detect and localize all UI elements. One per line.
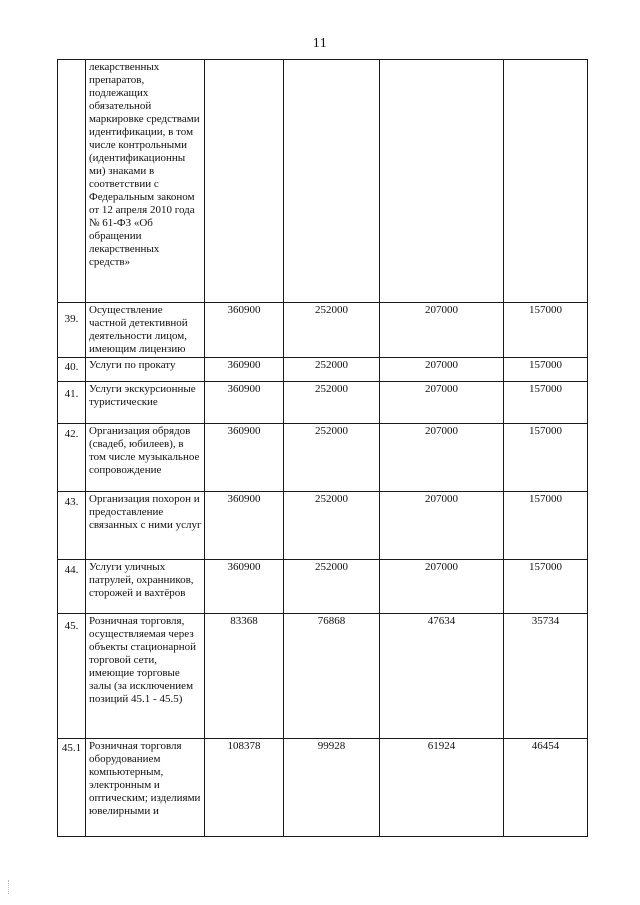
value-3: 207000 <box>425 425 458 437</box>
value-cell-1 <box>205 492 284 560</box>
row-number: 44. <box>64 564 79 576</box>
value-3: 207000 <box>425 383 458 395</box>
table-row <box>58 560 588 614</box>
table-row <box>58 739 588 837</box>
row-number-cell <box>58 303 86 358</box>
value-cell-3 <box>380 492 504 560</box>
value-4: 157000 <box>529 493 562 505</box>
value-cell-1 <box>205 358 284 382</box>
value-3: 61924 <box>427 740 456 752</box>
value-cell-4 <box>504 303 588 358</box>
value-1: 83368 <box>230 615 258 627</box>
description-cell <box>86 382 205 424</box>
value-cell-3 <box>380 60 504 303</box>
value-cell-4 <box>504 358 588 382</box>
value-cell-1 <box>205 303 284 358</box>
value-3: 47634 <box>427 615 456 627</box>
value-2: 99928 <box>317 740 346 752</box>
value-cell-3 <box>380 739 504 837</box>
value-1: 360900 <box>227 383 261 395</box>
row-number: 41. <box>64 388 79 400</box>
value-3: 207000 <box>425 304 458 316</box>
row-number <box>58 60 85 70</box>
value-1: 360900 <box>227 425 261 437</box>
value-3: 207000 <box>425 561 458 573</box>
value-2: 252000 <box>315 383 348 395</box>
value-cell-4 <box>504 424 588 492</box>
row-description: лекарственных препаратов, подлежащих обязательной маркировке средствами идентификации, в том числе контрольными (идентификационны ми) знаками в соответствии с Федеральным законом от 12 апреля 2010 года № 61-ФЗ «Об обращении лекарственных средств» <box>89 61 200 268</box>
value-1: 360900 <box>227 561 261 573</box>
scan-margin-mark <box>8 880 11 894</box>
row-description: Розничная торговля оборудованием компьютерным, электронным и оптическим; изделиями ювелирными и <box>89 740 201 817</box>
value-4: 157000 <box>529 304 562 316</box>
value-cell-3 <box>380 424 504 492</box>
value-cell-1 <box>205 614 284 739</box>
value-cell-2 <box>284 358 380 382</box>
value-cell-2 <box>284 382 380 424</box>
value-4: 157000 <box>529 383 562 395</box>
row-number: 45. <box>64 620 79 632</box>
row-description: Услуги уличных патрулей, охранников, сторожей и вахтёров <box>89 561 194 599</box>
value-cell-2 <box>284 303 380 358</box>
value-cell-2 <box>284 614 380 739</box>
description-cell <box>86 492 205 560</box>
value-3 <box>380 60 503 61</box>
value-2: 252000 <box>315 493 348 505</box>
value-cell-1 <box>205 424 284 492</box>
row-number-cell <box>58 614 86 739</box>
tax-rates-table <box>57 59 588 837</box>
value-cell-2 <box>284 492 380 560</box>
table-row <box>58 303 588 358</box>
value-4: 157000 <box>529 425 562 437</box>
description-cell <box>86 303 205 358</box>
value-cell-4 <box>504 492 588 560</box>
description-cell <box>86 358 205 382</box>
row-number-cell <box>58 492 86 560</box>
value-2: 252000 <box>315 561 348 573</box>
value-4: 157000 <box>529 561 562 573</box>
value-1: 108378 <box>227 740 261 752</box>
value-4 <box>504 60 587 61</box>
table-row <box>58 492 588 560</box>
value-4: 46454 <box>531 740 560 752</box>
table-row <box>58 60 588 303</box>
row-number: 40. <box>64 361 79 373</box>
value-cell-4 <box>504 60 588 303</box>
row-number-cell <box>58 358 86 382</box>
page-number: 11 <box>312 36 328 51</box>
description-cell <box>86 614 205 739</box>
row-number-cell <box>58 739 86 837</box>
value-cell-1 <box>205 382 284 424</box>
value-cell-2 <box>284 739 380 837</box>
value-cell-3 <box>380 614 504 739</box>
value-2: 76868 <box>317 615 346 627</box>
row-number: 43. <box>64 496 79 508</box>
value-cell-3 <box>380 358 504 382</box>
table-row <box>58 382 588 424</box>
value-cell-4 <box>504 739 588 837</box>
row-number-cell <box>58 560 86 614</box>
value-cell-2 <box>284 560 380 614</box>
table-row <box>58 614 588 739</box>
row-number: 39. <box>64 313 79 325</box>
value-3: 207000 <box>425 359 458 371</box>
value-3: 207000 <box>425 493 458 505</box>
row-description: Услуги по прокату <box>89 359 176 371</box>
value-4: 157000 <box>529 359 562 371</box>
value-cell-3 <box>380 303 504 358</box>
row-description: Организация обрядов (свадеб, юбилеев), в том числе музыкальное сопровождение <box>89 425 200 476</box>
value-cell-2 <box>284 424 380 492</box>
description-cell <box>86 424 205 492</box>
value-2 <box>284 60 379 61</box>
description-cell <box>86 60 205 303</box>
row-number-cell <box>58 382 86 424</box>
row-description: Организация похорон и предоставление связанных с ними услуг <box>89 493 202 531</box>
value-1: 360900 <box>227 493 261 505</box>
row-number: 42. <box>64 428 79 440</box>
value-cell-2 <box>284 60 380 303</box>
value-cell-1 <box>205 60 284 303</box>
value-2: 252000 <box>315 304 348 316</box>
value-cell-4 <box>504 382 588 424</box>
value-cell-4 <box>504 560 588 614</box>
value-cell-1 <box>205 560 284 614</box>
value-2: 252000 <box>315 425 348 437</box>
value-cell-3 <box>380 382 504 424</box>
value-cell-4 <box>504 614 588 739</box>
table-row <box>58 358 588 382</box>
value-2: 252000 <box>315 359 348 371</box>
row-description: Розничная торговля, осуществляемая через объекты стационарной торговой сети, имеющие торговые залы (за исключением позиций 45.1 - 45.5) <box>89 615 197 705</box>
value-1 <box>205 60 283 61</box>
value-cell-3 <box>380 560 504 614</box>
row-description: Осуществление частной детективной деятельности лицом, имеющим лицензию <box>89 304 188 355</box>
value-1: 360900 <box>227 304 261 316</box>
table-row <box>58 424 588 492</box>
description-cell <box>86 560 205 614</box>
description-cell <box>86 739 205 837</box>
row-number-cell <box>58 424 86 492</box>
row-number-cell <box>58 60 86 303</box>
value-cell-1 <box>205 739 284 837</box>
value-1: 360900 <box>227 359 261 371</box>
row-description: Услуги экскурсионные туристические <box>89 383 196 408</box>
value-4: 35734 <box>531 615 560 627</box>
row-number: 45.1 <box>61 742 82 754</box>
